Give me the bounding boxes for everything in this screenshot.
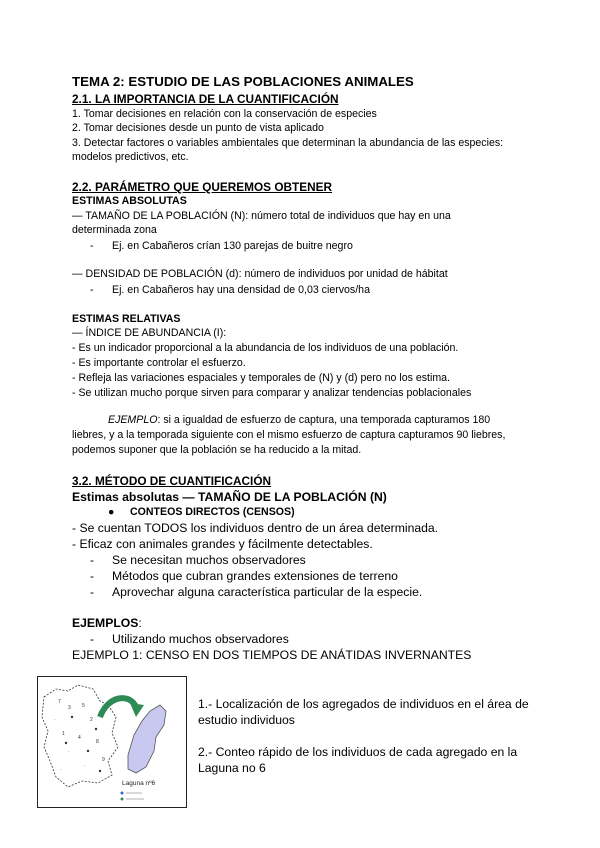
body-line: - Eficaz con animales grandes y fácilmente detectables. — [72, 537, 373, 551]
bullet-item — [108, 506, 295, 519]
dash-item-text: Utilizando muchos observadores — [112, 632, 289, 646]
svg-text:1: 1 — [62, 731, 65, 737]
svg-text:9: 9 — [102, 757, 105, 763]
example1-title: EJEMPLO 1: CENSO EN DOS TIEMPOS DE ANÁTIDAS INVERNANTES — [72, 648, 472, 662]
subheading-estimas-absolutas: Estimas absolutas — TAMAÑO DE LA POBLACIÓN (N) — [72, 490, 387, 504]
list-item: - Se utilizan mucho porque sirven para comparar y analizar tendencias poblacionales — [72, 387, 472, 399]
list-item: — ÍNDICE DE ABUNDANCIA (I): — [72, 327, 227, 339]
list-item: - Es importante controlar el esfuerzo. — [72, 357, 246, 369]
svg-text:·: · — [68, 749, 70, 755]
svg-text:·: · — [60, 767, 62, 773]
lake-label: Laguna nº6 — [122, 780, 156, 787]
figure-caption-2: 2.- Conteo rápido de los individuos de cada agregado en la Laguna no 6 — [198, 745, 518, 775]
census-map-figure — [37, 676, 187, 808]
example-item — [90, 284, 370, 297]
dash-item — [90, 553, 306, 568]
dash-bullet: - — [90, 632, 95, 646]
example-label: EJEMPLO — [108, 414, 158, 426]
example-paragraph-line: liebres, y a la temporada siguiente con el mismo esfuerzo de captura capturamos 90 liebres, — [72, 429, 506, 441]
svg-text:·: · — [84, 763, 86, 769]
example-text: Ej. en Cabañeros crían 130 parejas de buitre negro — [112, 240, 353, 252]
dash-item — [90, 632, 289, 647]
definition-line: determinada zona — [72, 224, 157, 236]
example-paragraph — [108, 414, 490, 427]
list-item: 2. Tomar decisiones desde un punto de vista aplicado — [72, 122, 324, 134]
definition-line: — DENSIDAD DE POBLACIÓN (d): número de individuos por unidad de hábitat — [72, 268, 448, 280]
list-item: - Es un indicador proporcional a la abundancia de los individuos de una población. — [72, 342, 459, 354]
examples-heading — [72, 616, 142, 631]
dash-bullet: - — [90, 284, 94, 296]
list-item: 3. Detectar factores o variables ambientales que determinan la abundancia de las especies: — [72, 137, 504, 149]
subheading-absolutas: ESTIMAS ABSOLUTAS — [72, 195, 187, 207]
page-title: TEMA 2: ESTUDIO DE LAS POBLACIONES ANIMALES — [72, 74, 414, 89]
figure-caption-1: 1.- Localización de los agregados de individuos en el área de estudio individuos — [198, 697, 529, 727]
section-heading-3-2: 3.2. MÉTODO DE CUANTIFICACIÓN — [72, 474, 272, 488]
example-text: : si a igualdad de esfuerzo de captura, una temporada capturamos 180 — [157, 414, 491, 426]
definition-line: — TAMAÑO DE LA POBLACIÓN (N): número total de individuos que hay en una — [72, 210, 451, 222]
svg-text:8: 8 — [96, 739, 99, 745]
dash-bullet: - — [90, 553, 95, 567]
dash-item-text: Se necesitan muchos observadores — [112, 553, 306, 567]
dash-bullet: - — [90, 569, 95, 583]
dash-item — [90, 585, 422, 600]
dash-item-text: Aprovechar alguna característica particular de la especie. — [112, 585, 423, 599]
bullet-dot-icon: ● — [108, 506, 115, 518]
list-item: 1. Tomar decisiones en relación con la conservación de especies — [72, 108, 377, 120]
dash-item — [90, 569, 398, 584]
example-item — [90, 240, 353, 253]
bullet-text: CONTEOS DIRECTOS (CENSOS) — [130, 506, 295, 518]
examples-colon: : — [138, 616, 142, 630]
dash-bullet: - — [90, 240, 94, 252]
svg-text:5: 5 — [82, 703, 85, 709]
example-paragraph-line: podemos suponer que la población se ha reducido a la mitad. — [72, 444, 362, 456]
svg-text:3: 3 — [68, 705, 71, 711]
subheading-relativas: ESTIMAS RELATIVAS — [72, 313, 181, 325]
examples-heading-text: EJEMPLOS — [72, 616, 139, 630]
list-item: modelos predictivos, etc. — [72, 151, 189, 163]
svg-text:4: 4 — [78, 735, 81, 741]
dash-item-text: Métodos que cubran grandes extensiones de terreno — [112, 569, 398, 583]
svg-text:2: 2 — [90, 717, 93, 723]
dash-bullet: - — [90, 585, 95, 599]
body-line: - Se cuentan TODOS los individuos dentro de un área determinada. — [72, 521, 439, 535]
example-text: Ej. en Cabañeros hay una densidad de 0,03 ciervos/ha — [112, 284, 370, 296]
svg-text:·: · — [54, 717, 56, 723]
section-heading-2-1: 2.1. LA IMPORTANCIA DE LA CUANTIFICACIÓN — [72, 92, 339, 106]
svg-text:7: 7 — [58, 699, 61, 705]
list-item: - Refleja las variaciones espaciales y temporales de (N) y (d) pero no los estima. — [72, 372, 451, 384]
lagoon-map-image — [38, 677, 186, 807]
section-heading-2-2: 2.2. PARÁMETRO QUE QUEREMOS OBTENER — [72, 180, 332, 194]
